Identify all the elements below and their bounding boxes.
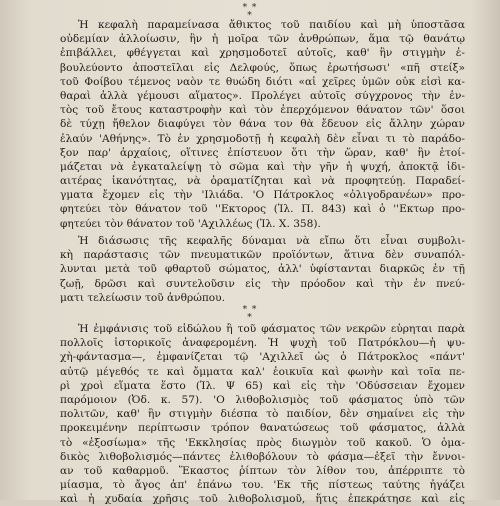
text-line: φητεύει τὸν θάνατον τοῦ ''Εκτορος (Ἰλ. Π. 843) καὶ ὁ ''Εκτωρ προ- [60, 203, 465, 216]
separator-stars-row: * * [242, 305, 258, 315]
text-line: τοῦ Φοίβου τέμενος ναὸν τε θυώδη διότι «αἱ χεῖρες ὑμῶν οὐκ εἰσὶ κα- [60, 75, 465, 88]
text-line: γματα ἔχομεν εἰς τὴν 'Ιλιάδα. 'Ο Πάτροκλος «ὀλιγοδρανέων» προ- [60, 189, 465, 202]
text-line: Ἡ διάσωσις τῆς κεφαλῆς δύναμαι νὰ εἴπω ὅτι εἶναι συμβολι- [78, 235, 465, 247]
text-line: οὐδεμίαν ἀλλοίωσιν, ἣν ἡ μοῖρα τῶν ἀνθρώπων, ἅμα τῷ θανάτῳ [60, 33, 465, 46]
paragraph-apparition [60, 322, 465, 506]
text-line: πολιτῶν, καθ' ἣν στιγμὴν διέσπα τὸ παιδίον, δὲν σημαίνει εἰς τὴν [60, 408, 465, 421]
paragraph-head-of-child [60, 18, 465, 231]
text-line: ἐλαύν 'Αθήνης». Τὸ ἐν χρησμοδοτῇ ἡ κεφαλὴ δὲν εἶναι τι τὸ παράδο- [60, 132, 465, 145]
section-separator-middle [0, 306, 500, 323]
text-line: Ἡ κεφαλὴ παραμείνασα ἄθικτος τοῦ παιδίου καὶ μὴ ὑποστᾶσα [78, 19, 465, 31]
paragraph-symbolism [60, 234, 465, 305]
text-line: πολλοῖς ἱστορικοῖς ἀναφερομένη. Ἡ ψυχὴ τοῦ Πατρόκλου—ἡ ψυ- [60, 337, 465, 350]
text-line: ἐπιβάλλει, φθέγγεται καὶ χρησμοδοτεῖ αὐτοῖς, καθ' ἣν στιγμὴν ἐ- [60, 47, 465, 60]
text-line: χὴ-φάντασμα—, ἐμφανίζεται τῷ 'Αχιλλεῖ ὡς ὁ Πάτροκλος «πάντ' [60, 351, 465, 364]
text-line: ματι τελείωσιν τοῦ ἀνθρώπου. [60, 291, 225, 304]
text-line: τὸ «ἐξοσίωμα» τῆς 'Εκκλησίας πρὸς διωγμὸν τοῦ κακοῦ. Ὁ ὁμα- [60, 436, 465, 449]
separator-star-single: * [247, 313, 253, 323]
text-line: δικὸς λιθοβολισμός—πάντες ἐλιθοβόλουν τὸ φάσμα—ἐξεῖ τὴν ἔννοι- [60, 450, 465, 463]
text-line: λυνται μετὰ τοῦ φθαρτοῦ σώματος, ἀλλ' ὑφίστανται διαρκῶς ἐν τῇ [60, 263, 465, 276]
text-line: ζωῇ, δρῶσι καὶ συντελοῦσιν εἰς τὴν πρόοδον καὶ τὴν ἐν πνεύ- [60, 277, 465, 290]
text-line: κὴ παράστασις τῶν πνευματικῶν προϊόντων, ἅτινα δὲν συναπόλ- [60, 249, 465, 262]
separator-stars-row: * * [242, 3, 258, 13]
text-line: μάζεται νὰ ἐγκαταλείψῃ τὸ σῶμα καὶ τὴν γῆν ἡ ψυχή, ἀποκτᾷ ἰδι- [60, 160, 465, 173]
text-line: προκειμένην περίπτωσιν τρόπον θανατώσεως τοῦ φάσματος, ἀλλὰ [60, 422, 465, 435]
text-line: αὐτῷ μέγεθός τε καὶ ὄμματα καλ' ἐοικυῖα καὶ φωνὴν καὶ τοῖα πε- [60, 365, 465, 378]
text-line: δὲ τύχῃ ἤθελον διαφύγει τὸν θάνα τον θὰ ἔδευον εἰς ἄλλην χώραν [60, 118, 465, 131]
text-line: καὶ ἡ χυδαία χρῆσις τοῦ λιθοβολισμοῦ, ἥτις ἐπεκράτησε καὶ εἰς [60, 493, 465, 506]
text-line: αν τοῦ καθαρμοῦ. Ἕκαστος ῥίπτων τὸν λίθον του, ἀπέρριπτε τὸ [60, 464, 465, 477]
text-line: αιτέρας ἱκανότητας, νὰ ὁραματίζηται καὶ νὰ προφητεύῃ. Παραδεί- [60, 175, 465, 188]
text-line: βουλεύοντο ἀποστεῖλαι εἰς Δελφούς, ὅπως ἐρωτήσωσι' «πῆ στείξ» [60, 61, 465, 74]
text-line: ξον παρ' ἀρχαίοις, οἵτινες ἐπίστευον ὅτι τὴν ὥραν, καθ' ἣν ἑτοί- [60, 146, 465, 159]
text-line: θαραὶ ἀλλὰ γέμουσι αἵματος». Προλέγει αὐτοῖς σύγχρονος τὴν ἐν- [60, 89, 465, 102]
text-line: ρὶ χροὶ εἵματα ἕστο (Ἰλ. Ψ 65) καὶ εἰς τὴν 'Οδύσσειαν ἔχομεν [60, 379, 465, 392]
text-line: μίασμα, τὸ ἄγος ἀπ' ἐπάνω του. 'Εκ τῆς πίστεως ταύτης ἠγάζει [60, 479, 465, 492]
text-line: Ἡ ἐμφάνισις τοῦ εἰδώλου ἢ τοῦ φάσματος τῶν νεκρῶν εὑρηται παρὰ [78, 323, 465, 335]
text-line: παρόμοιον (Ὀδ. κ. 57). 'Ο λιθοβολισμὸς τοῦ φάσματος ὑπὸ τῶν [60, 393, 465, 406]
text-line: φητεύει τὸν θάνατον τοῦ 'Αχιλλέως (Ἰλ. Χ. 358). [60, 217, 321, 230]
separator-star-single: * [247, 11, 253, 21]
text-line: τὸς τοῦ ἔτους καταστροφὴν καὶ τὸν ἐπερχόμενον θάνατον τῶν' ὅσοι [60, 104, 465, 117]
